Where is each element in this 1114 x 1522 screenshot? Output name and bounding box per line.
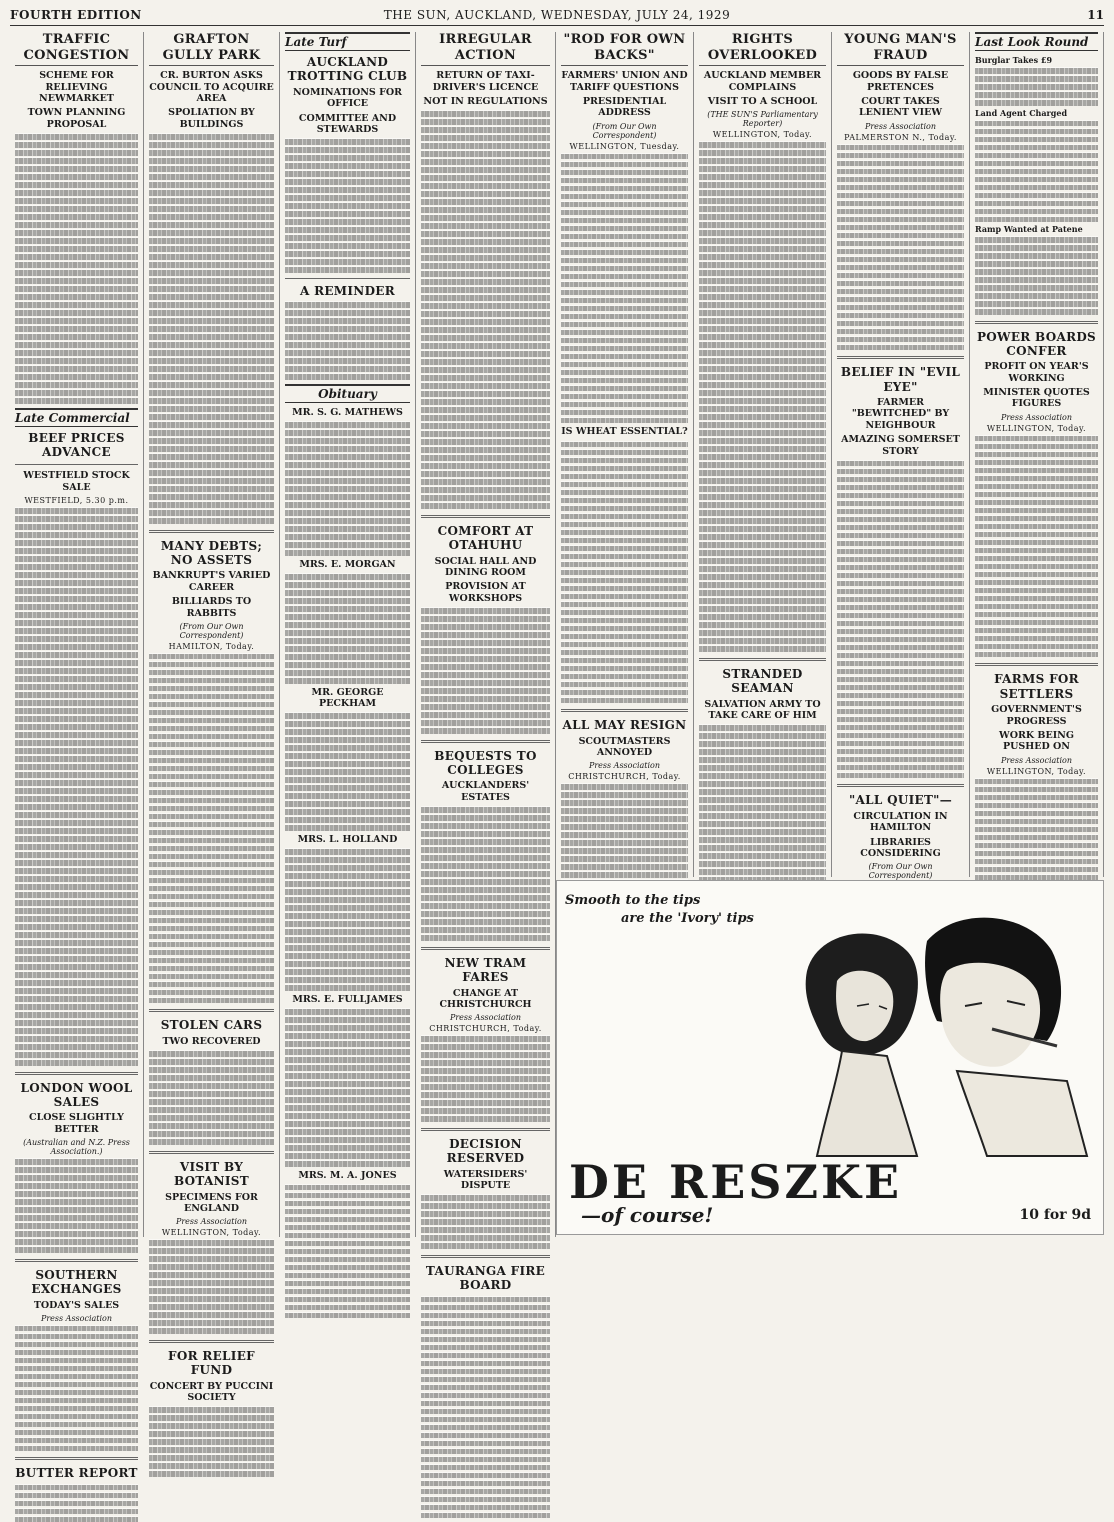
subheadline: TOWN PLANNING PROPOSAL: [27, 107, 126, 130]
dateline: WELLINGTON, Today.: [712, 130, 813, 140]
subheadline: GOODS BY FALSE PRETENCES: [852, 70, 949, 93]
headline: BEQUESTS TO COLLEGES: [434, 748, 537, 778]
subheadline: CHANGE AT CHRISTCHURCH: [439, 987, 532, 1010]
dateline: CHRISTCHURCH, Today.: [568, 772, 681, 782]
couple-illustration: [767, 911, 1097, 1161]
headline: TAURANGA FIRE BOARD: [425, 1263, 546, 1293]
article-body: [975, 67, 1098, 106]
ad-tagline: —of course!: [581, 1203, 714, 1227]
article-body: [15, 507, 138, 1066]
dateline: HAMILTON, Today.: [168, 641, 255, 651]
obituary-name: MRS. M. A. JONES: [298, 1169, 397, 1181]
article-body: [561, 441, 688, 704]
page-number: 11: [1087, 8, 1104, 22]
subheadline: GOVERNMENT'S PROGRESS: [991, 704, 1082, 727]
column-6: [694, 32, 832, 877]
article-body: [975, 435, 1098, 658]
column-4: [416, 32, 556, 1293]
article-body: [975, 120, 1098, 223]
section-title: Last Look Round: [975, 32, 1098, 51]
column-2: [144, 32, 280, 1403]
obituary-name: MRS. E. MORGAN: [299, 558, 396, 570]
headline: BEEF PRICES ADVANCE: [28, 430, 125, 460]
article-body: [561, 153, 688, 424]
article-body: [285, 1184, 410, 1319]
column-3: [280, 32, 416, 1237]
news-item-title: Burglar Takes £9: [975, 55, 1053, 65]
headline: STOLEN CARS: [160, 1018, 263, 1033]
byline: Press Association: [864, 121, 937, 131]
dateline: PALMERSTON N., Today.: [844, 132, 957, 142]
cigarette-advertisement: [556, 880, 1104, 1235]
dateline: CHRISTCHURCH, Today.: [429, 1024, 542, 1034]
subheadline: PROVISION AT WORKSHOPS: [445, 581, 526, 604]
subheadline: SALVATION ARMY TO TAKE CARE OF HIM: [704, 698, 821, 722]
subheadline: IS WHEAT ESSENTIAL?: [561, 426, 688, 438]
subheadline: SPOLIATION BY BUILDINGS: [168, 107, 255, 130]
headline: FOR RELIEF FUND: [168, 1348, 255, 1378]
news-item-title: Land Agent Charged: [975, 107, 1068, 118]
subheadline: FARMER "BEWITCHED" BY NEIGHBOUR: [851, 397, 950, 431]
article-body: [149, 1406, 274, 1477]
article-body: [149, 133, 274, 524]
article-body: [285, 138, 410, 273]
column-8: [970, 32, 1104, 877]
dateline: WELLINGTON, Today.: [986, 423, 1087, 433]
headline: SOUTHERN EXCHANGES: [31, 1267, 122, 1297]
dateline: WELLINGTON, Today.: [986, 766, 1087, 776]
article-body: [699, 141, 826, 652]
edition-label: FOURTH EDITION: [10, 8, 142, 22]
masthead: [10, 6, 1104, 26]
subheadline: WORK BEING PUSHED ON: [999, 729, 1074, 753]
obituary-name: MR. S. G. MATHEWS: [292, 406, 403, 418]
article-body: [285, 1008, 410, 1167]
headline: TRAFFIC CONGESTION: [15, 32, 138, 66]
article-body: [837, 144, 964, 351]
section-title: Late Commercial: [15, 408, 138, 427]
dateline: WELLINGTON, Tuesday.: [569, 141, 680, 151]
subheadline: TODAY'S SALES: [33, 1299, 120, 1311]
article-body: [15, 133, 138, 404]
section-title: Late Turf: [285, 32, 410, 51]
headline: YOUNG MAN'S FRAUD: [837, 32, 964, 66]
subheadline: SPECIMENS FOR ENGLAND: [165, 1191, 258, 1214]
article-body: [837, 460, 964, 779]
subheadline: AUCKLAND MEMBER COMPLAINS: [703, 70, 822, 93]
subheadline: SCHEME FOR RELIEVING NEWMARKET: [39, 70, 114, 104]
byline: (THE SUN'S Parliamentary Reporter): [707, 110, 818, 129]
headline: COMFORT AT OTAHUHU: [437, 523, 534, 553]
subheadline: PRESIDENTIAL ADDRESS: [582, 95, 667, 119]
byline: (From Our Own Correspondent): [592, 121, 657, 140]
column-7: [832, 32, 970, 881]
subheadline: AUCKLANDERS' ESTATES: [441, 780, 530, 803]
ad-slogan: are the 'Ivory' tips: [621, 911, 754, 926]
subheadline: CONCERT BY PUCCINI SOCIETY: [149, 1380, 274, 1403]
subheadline: CLOSE SLIGHTLY BETTER: [29, 1112, 124, 1135]
ad-slogan: Smooth to the tips: [565, 893, 701, 908]
ad-price: 10 for 9d: [1019, 1207, 1091, 1223]
newspaper-title: THE SUN, AUCKLAND, WEDNESDAY, JULY 24, 1929: [383, 8, 731, 22]
subheadline: FARMERS' UNION AND TARIFF QUESTIONS: [561, 70, 688, 93]
byline: Press Association: [1000, 412, 1073, 422]
subheadline: COURT TAKES LENIENT VIEW: [858, 95, 943, 119]
article-body: [421, 806, 550, 941]
headline: LONDON WOOL SALES: [20, 1080, 133, 1110]
subheadline: TWO RECOVERED: [162, 1035, 261, 1047]
ad-brand: DE RESZKE: [569, 1155, 903, 1209]
subheadline: AMAZING SOMERSET STORY: [841, 434, 960, 457]
subheadline: WATERSIDERS' DISPUTE: [443, 1168, 528, 1191]
subheadline: LIBRARIES CONSIDERING: [860, 836, 941, 860]
headline: "ALL QUIET"—: [848, 793, 953, 808]
headline: STRANDED SEAMAN: [722, 666, 803, 696]
headline: IRREGULAR ACTION: [421, 32, 550, 66]
headline: FARMS FOR SETTLERS: [994, 672, 1079, 701]
column-1: [10, 32, 144, 1481]
subheadline: VISIT TO A SCHOOL: [707, 95, 818, 107]
article-body: [421, 110, 550, 509]
byline: Press Association: [1000, 755, 1073, 765]
article-body: [421, 1194, 550, 1249]
headline: ALL MAY RESIGN: [562, 718, 687, 733]
article-body: [149, 1050, 274, 1145]
headline: A REMINDER: [300, 283, 395, 298]
subheadline: NOMINATIONS FOR OFFICE: [292, 86, 402, 110]
headline: AUCKLAND TROTTING CLUB: [287, 55, 408, 84]
article-body: [15, 1325, 138, 1452]
headline: BUTTER REPORT: [15, 1466, 138, 1481]
article-body: [285, 712, 410, 831]
headline: NEW TRAM FARES: [444, 955, 527, 985]
byline: (From Our Own Correspondent): [868, 862, 933, 881]
subheadline: SOCIAL HALL AND DINING ROOM: [434, 555, 537, 579]
article-body: [285, 848, 410, 991]
subheadline: BANKRUPT'S VARIED CAREER: [152, 570, 271, 593]
byline: (Australian and N.Z. Press Association.): [23, 1138, 130, 1157]
headline: MANY DEBTS; NO ASSETS: [160, 538, 263, 568]
headline: DECISION RESERVED: [446, 1136, 525, 1166]
article-body: [285, 421, 410, 556]
article-body: [421, 1296, 550, 1519]
headline: BELIEF IN "EVIL EYE": [840, 365, 961, 394]
subheadline: PROFIT ON YEAR'S WORKING: [984, 361, 1089, 384]
article-body: [149, 653, 274, 1004]
obituary-name: MRS. E. FULLJAMES: [292, 993, 403, 1005]
article-body: [975, 236, 1098, 315]
news-item-title: Ramp Wanted at Patene: [975, 224, 1083, 234]
byline: Press Association: [588, 761, 661, 771]
headline: RIGHTS OVERLOOKED: [699, 32, 826, 66]
article-body: [285, 301, 410, 380]
article-body: [421, 1035, 550, 1122]
subheadline: WESTFIELD STOCK SALE: [23, 470, 130, 493]
column-5: [556, 32, 694, 877]
obituary-name: MR. GEORGE PECKHAM: [311, 686, 384, 709]
subheadline: CR. BURTON ASKS COUNCIL TO ACQUIRE AREA: [149, 70, 274, 104]
subheadline: CIRCULATION IN HAMILTON: [853, 810, 948, 834]
byline: (From Our Own Correspondent): [179, 621, 244, 640]
subheadline: NOT IN REGULATIONS: [423, 95, 548, 107]
subheadline: COMMITTEE AND STEWARDS: [298, 112, 397, 135]
subheadline: BILLIARDS TO RABBITS: [171, 596, 252, 619]
article-body: [421, 607, 550, 734]
subheadline: SCOUTMASTERS ANNOYED: [578, 735, 671, 758]
headline: VISIT BY BOTANIST: [174, 1159, 249, 1189]
article-body: [15, 1158, 138, 1253]
byline: Press Association: [175, 1217, 248, 1227]
dateline: WESTFIELD, 5.30 p.m.: [24, 496, 129, 506]
byline: Press Association: [40, 1313, 113, 1323]
subheadline: MINISTER QUOTES FIGURES: [983, 387, 1090, 410]
obituary-name: MRS. L. HOLLAND: [297, 833, 398, 845]
subheadline: RETURN OF TAXI-DRIVER'S LICENCE: [432, 70, 539, 93]
section-title: Obituary: [285, 384, 410, 403]
article-body: [15, 1484, 138, 1522]
headline: "ROD FOR OWN BACKS": [561, 32, 688, 66]
article-body: [149, 1239, 274, 1334]
byline: Press Association: [449, 1013, 522, 1023]
article-body: [285, 573, 410, 684]
headline: POWER BOARDS CONFER: [976, 329, 1097, 358]
dateline: WELLINGTON, Today.: [161, 1228, 262, 1238]
headline: GRAFTON GULLY PARK: [149, 32, 274, 66]
